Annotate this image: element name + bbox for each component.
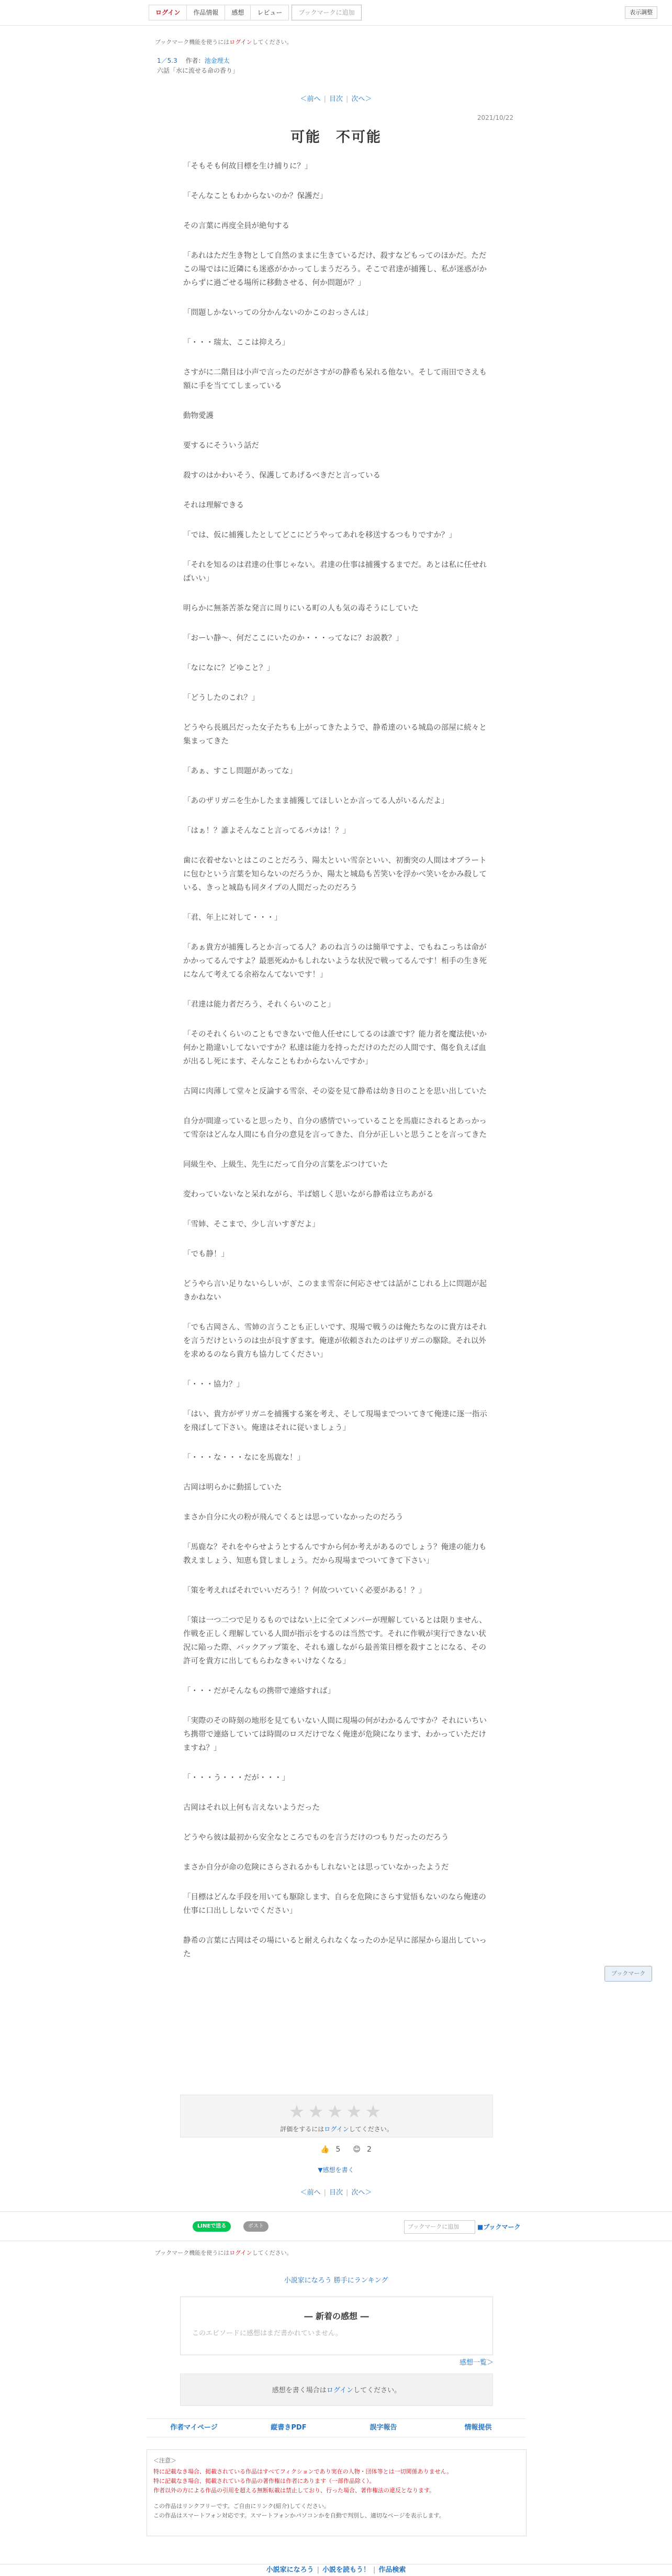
top-nav [149,5,361,20]
reaction-smile[interactable] [350,2145,375,2154]
body-paragraph: 「はい、貴方がザリガニを捕獲する案を考え、そして現場までついてきて俺達に逐一指示を飛ばして下さい。俺達はそれに従いましょう」 [183,1410,487,1432]
write-impression-box [180,2373,493,2406]
read-novels-link[interactable]: 小説を読もう！ [322,2566,370,2574]
body-paragraph: 静希の言葉に古岡はその場にいると耐えられなくなったのか足早に部屋から退出していった [183,1937,487,1959]
next-link[interactable]: 次へ＞ [351,95,372,103]
body-paragraph: どうやら長風呂だった女子たちも上がってきたようで、静希達のいる城島の部屋に続々と集まってきた [183,724,487,746]
site-home-link[interactable]: 小説家になろう [266,2566,314,2574]
body-paragraph: 「あのザリガニを生かしたまま捕獲してほしいとか言ってる人がいるんだよ」 [183,797,449,805]
pager-sep: | [323,2189,326,2197]
write-impression-link[interactable]: ▼感想を書く [318,2166,354,2174]
star-icon[interactable]: ★ [365,2101,385,2122]
episode-number: 1／5.3 [157,57,177,64]
body-paragraph: まさか自分が命の危険にさらされるかもしれないとは思っていなかったようだ [183,1863,449,1872]
author-label: 作者： [185,57,205,64]
body-paragraph: 「・・・だがそんなもの携帯で連絡すれば」 [183,1687,335,1695]
notice-pre: ブックマーク機能を使うには [155,39,230,46]
body-paragraph: その言葉に再度全員が絶句する [183,222,289,230]
bookmark-link[interactable]: ■ブックマーク [477,2223,521,2231]
reaction-count: 5 [335,2145,341,2154]
spacer [153,2495,520,2502]
star-icon[interactable]: ★ [346,2101,365,2122]
write-note-pre: 感想を書く場合は [272,2387,327,2394]
write-login-link[interactable]: ログイン [326,2387,354,2394]
notice-login-link[interactable]: ログイン [229,39,252,46]
body-paragraph: 「君、年上に対して・・・」 [183,914,282,922]
body-paragraph: 「策は一つ二つで足りるものではない上に全てメンバーが理解しているとは限りません、作戦を正しく理解している人間が指示をするのは当然です。それに作戦が実行できない状況に陥った際、バックアップ策を、それも適しながら最善策目標を殺すことになる、その許可を貴方に出してもらわなきゃいけなくなる」 [183,1616,487,1666]
pager-sep: | [323,95,326,103]
evaluation-box [180,2095,493,2138]
body-paragraph: 「そのそれくらいのこともできないで他人任せにしてるのは誰です？能力者を魔法使いか何かと勘違いしてないですか？私達は能力を持っただけのただの人間です、傷を負えば血が出るし死にます、そんなこともわからないんですか」 [183,1030,487,1066]
notice-post: してください。 [252,2249,293,2256]
rating-stars[interactable] [181,2101,492,2122]
write-impression-note [181,2384,492,2394]
body-paragraph: 「馬鹿な？それをやらせようとするんですから何か考えがあるのでしょう？俺達の能力も教えましょう、知恵も貸しましょう。だから現場までついてきて下さい」 [183,1543,487,1565]
eval-note-pre: 評価をするには [280,2125,324,2133]
typo-report-link[interactable]: 誤字報告 [369,2424,397,2432]
body-paragraph: 「・・・な・・・なにを馬鹿な！」 [183,1454,305,1462]
body-paragraph: 「・・・協力？」 [183,1380,244,1389]
work-info-link[interactable]: 作品情報 [186,5,225,20]
body-paragraph: 自分が間違っていると思ったり、自分の感情でいっていることを馬鹿にされるとあっかって雪奈はどんな人間にも自分の意見を言ってきた、自分が正しいと思うことを言ってきた [183,1117,487,1139]
star-icon[interactable]: ★ [308,2101,327,2122]
post-share-button[interactable]: ポスト [243,2221,268,2232]
bookmark-add-input[interactable]: ブックマークに追加 [404,2220,475,2234]
pager-sep: | [346,95,349,103]
body-paragraph: 「問題しかないっての分かんないのかこのおっさんは」 [183,309,373,317]
body-paragraph: 古岡に肉薄して堂々と反論する雪奈、その姿を見て静希は幼き日のことを思い出していた [183,1087,487,1096]
work-search-link[interactable]: 作品検索 [378,2566,406,2574]
vertical-pdf-link[interactable]: 縦書きPDF [271,2424,307,2432]
caution-red-line: 特に記載なき場合、掲載されている作品の著作権は作者にあります（一部作品除く）。 [153,2478,375,2484]
body-paragraph: 変わっていないなと呆れながら、半ば嬉しく思いながら静希は立ちあがる [183,1190,434,1199]
eval-login-link[interactable]: ログイン [324,2125,349,2133]
novel-body [183,160,492,1977]
body-paragraph: 「なになに？どゆこと？」 [183,664,274,672]
ranking-link[interactable]: 小説家になろう 勝手にランキング [284,2277,388,2285]
body-paragraph: 「目標はどんな手段を用いても駆除します、自らを危険にさらす覚悟もないのなら俺達の仕事に口出ししないでください」 [183,1893,486,1915]
bottom-bar [0,2564,672,2576]
evaluation-note [181,2124,492,2133]
body-paragraph: さすがに二階目は小声で言ったのだがさすがの静希も呆れる他ない。そして雨田でさえも額に手を当ててしまっている [183,368,487,390]
bookmark-label: ブックマーク [483,2223,521,2231]
impressions-empty: このエピソードに感想はまだ書かれていません。 [192,2330,342,2337]
pager-bottom [0,2187,672,2197]
review-link[interactable]: レビュー [250,5,289,20]
reaction-count: 2 [366,2145,372,2154]
body-paragraph: 動物愛護 [183,412,214,420]
footer-links [147,2418,525,2437]
next-link[interactable]: 次へ＞ [351,2189,372,2197]
pager-top [0,93,672,103]
eval-note-post: してください。 [349,2125,393,2133]
impressions-list-link[interactable]: 感想一覧＞ [460,2359,494,2367]
author-link[interactable]: 池金理太 [204,57,230,64]
star-icon[interactable]: ★ [288,2101,308,2122]
notice-login-link[interactable]: ログイン [229,2249,252,2256]
body-paragraph: 「・・・う・・・だが・・・」 [183,1774,289,1782]
body-paragraph: まさか自分に火の粉が飛んでくるとは思っていなかったのだろう [183,1513,404,1522]
caution-box [147,2449,527,2536]
share-toolbar [0,2218,672,2238]
reactions [314,2145,378,2154]
divider [0,2211,672,2212]
body-paragraph: 古岡はそれ以上何も言えないようだった [183,1804,320,1812]
caution-red-line: 特に記載なき場合、掲載されている作品はすべてフィクションであり実在の人物・団体等とは一切関係ありません。 [153,2468,453,2475]
chapter-title: 六話「水に流せる命の香り」 [157,67,239,74]
body-paragraph: 「はぁ！？誰よそんなこと言ってるバカは！？」 [183,827,350,835]
series-info [157,56,239,76]
caution-gray-line: この作品はスマートフォン対応です。スマートフォンかパソコンかを自動で判別し、適切なページを表示します。 [153,2512,445,2519]
smile-icon: 😊 [353,2145,361,2154]
body-paragraph: 「それを知るのは君達の仕事じゃない。君達の仕事は捕獲するまでだ。あとは私に任せればいい」 [183,561,487,583]
body-paragraph: 「でも古岡さん、雪姉の言うことも正しいです、現場で戦うのは俺たちなのに貴方はそれを言うだけというのは虫が良すぎます。俺達が依頼されたのはザリガニの駆除。それ以外を求めるのなら貴方も協力してください」 [183,1323,487,1359]
body-paragraph: 「君達は能力者だろう、それくらいのこと」 [183,1000,335,1009]
caution-gray-line: この作品はリンクフリーです。ご自由にリンク(紹介)してください。 [153,2503,330,2510]
body-paragraph: 同級生や、上級生、先生にだって自分の言葉をぶつけていた [183,1161,388,1169]
author-line [180,57,230,64]
line-share-button[interactable]: LINEで送る [193,2221,231,2232]
toc-link[interactable]: 目次 [329,95,343,103]
body-paragraph: 「どうしたのこれ？」 [183,694,259,702]
body-paragraph: 古岡は明らかに動揺していた [183,1483,282,1492]
top-bar [0,0,672,26]
body-paragraph: 「あれはただ生き物として自然のままに生きているだけ、殺すなどもってのほかだ。ただこの場ではに近隣にも迷惑がかかってしまうだろう。そこで君達が捕獲し、私が迷惑がかからずに過ごせる場所に移動させる、何か問題が？」 [183,252,487,287]
caution-red-line: 作者以外の方による作品の引用を超える無断転載は禁止しており、行った場合、著作権法の違反となります。 [153,2487,435,2494]
body-paragraph: 歯に衣着せないとはこのことだろう、陽太といい雪奈といい、初衝突の人間はオブラートに包むという言葉を知らないのだろうか、陽太と城島も苦笑いを浮かべ笑いをかみ殺している、きっと城島も同タイプの人間だったのだろう [183,857,487,892]
body-paragraph: 「・・・瑞太、ここは抑えろ」 [183,339,289,347]
display-setting-button[interactable]: 表示調整 [625,6,657,19]
publish-date: 2021/10/22 [477,114,513,121]
prev-link[interactable]: ＜前へ [300,95,321,103]
body-paragraph: 「でも静！」 [183,1250,229,1258]
floating-bookmark-button[interactable]: ブックマーク [604,1966,652,1982]
body-paragraph: 「そもそも何故目標を生け捕りに？」 [183,162,312,171]
pager-sep: | [346,2189,349,2197]
caution-heading: ＜注意＞ [153,2457,176,2464]
prev-link[interactable]: ＜前へ [300,2189,321,2197]
thumbs-up-icon: 👍 [320,2145,330,2154]
bottom-sep: | [317,2566,319,2574]
body-paragraph: 要するにそういう話だ [183,442,259,450]
body-paragraph: 殺すのはかわいそう、保護してあげるべきだと言っている [183,471,380,480]
impressions-link[interactable]: 感想 [225,5,251,20]
reaction-thumbs-up[interactable] [317,2145,343,2154]
notice-post: してください。 [252,39,293,46]
episode-title: 可能 不可能 [290,129,382,145]
bookmark-login-notice [155,38,293,46]
body-paragraph: 「あぁ、すこし問題があってな」 [183,767,297,775]
bottom-sep: | [373,2566,376,2574]
bookmark-add-button[interactable]: ブックマークに追加 [292,5,361,20]
toc-link[interactable]: 目次 [329,2189,343,2197]
write-note-post: してください。 [353,2387,401,2394]
body-paragraph: それは理解できる [183,501,244,510]
body-paragraph: どうやら彼は最初から安全なところでものを言うだけのつもりだったのだろう [183,1833,449,1842]
body-paragraph: 「策を考えればそれでいいだろう！？何故ついていく必要がある！？」 [183,1587,426,1595]
body-paragraph: 明らかに無茶苦茶な発言に周りにいる町の人も気の毒そうにしていた [183,604,419,613]
body-paragraph: 「おーい静〜、何だここにいたのか・・・ってなに？お説教？」 [183,634,404,643]
star-icon[interactable]: ★ [327,2101,346,2122]
info-provide-link[interactable]: 情報提供 [464,2424,492,2432]
notice-pre: ブックマーク機能を使うには [155,2249,230,2256]
author-mypage-link[interactable]: 作者マイページ [170,2424,218,2432]
body-paragraph: どうやら言い足りないらしいが、このまま雪奈に何応させては話がこじれる上に問題が起きかねない [183,1280,487,1302]
body-paragraph: 「実際のその時刻の地形を見てもいない人間に現場の何がわかるんですか？それにいちいち携帯で連絡していては時間のロスだけでなく俺達が危険になります、わかっていただけますね？」 [183,1717,487,1752]
body-paragraph: 「雪姉、そこまで、少し言いすぎだよ」 [183,1220,320,1229]
login-link[interactable]: ログイン [149,5,187,20]
body-paragraph: 「では、仮に捕獲したとしてどこにどうやってあれを移送するつもりですか？」 [183,531,456,539]
body-paragraph: 「あぁ貴方が捕獲しろとか言ってる人？あのね言うのは簡単ですよ、でもねこっちは命がかかってるんですよ？最悪死ぬかもしれないような状況で戦ってるんです！相手の生き死になんて考えてる余裕なんてないです！」 [183,943,487,979]
new-impressions-box [180,2297,493,2355]
impressions-title: ― 新着の感想 ― [304,2311,369,2321]
bookmark-login-notice-bottom [155,2248,293,2257]
body-paragraph: 「そんなこともわからないのか？保護だ」 [183,192,328,200]
